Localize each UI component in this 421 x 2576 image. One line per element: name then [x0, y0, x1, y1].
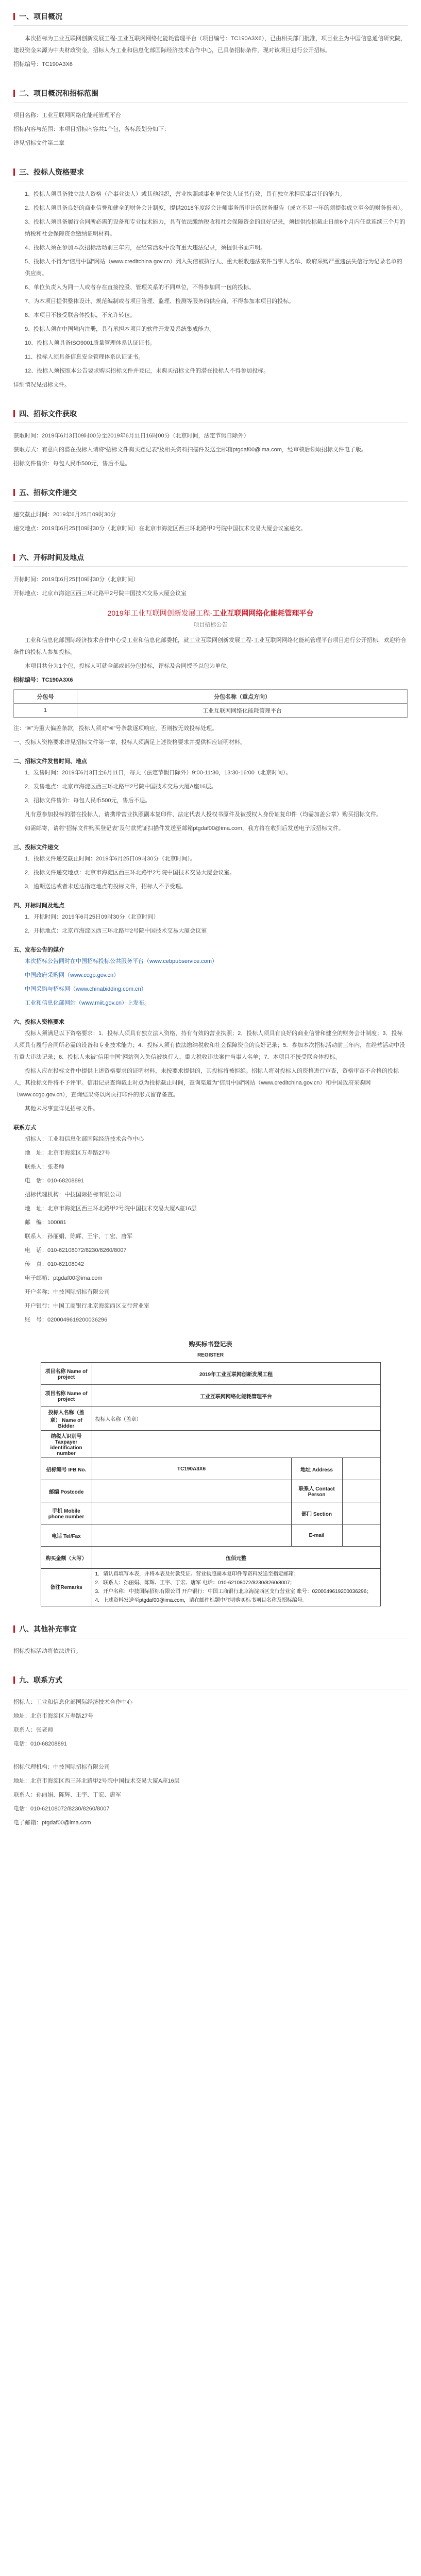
section-title: 一、项目概况 [13, 11, 408, 26]
contact-line: 开户名称：中技国际招标有限公司 [25, 1289, 110, 1295]
note-line: 3．开户名称：中技国际招标有限公司 开户银行：中国工商银行北京海淀西区支行营业室 账号：0200049619200036296； [95, 1589, 372, 1595]
list-item: 10、投标人须具备ISO9001质量管理体系认证证书。 [25, 340, 156, 346]
contact-line: 电子邮箱：ptgdaf00@ima.com [25, 1275, 103, 1281]
register-form [13, 1340, 408, 1606]
paragraph: 招标编号：TC190A3X6 [13, 61, 73, 67]
section-submission [13, 487, 408, 535]
contact-line: 招标代理机构：中技国际招标有限公司 [13, 1764, 110, 1770]
table-row [41, 1547, 380, 1569]
section-qualifications [13, 167, 408, 391]
paragraph: 本项目共分为1个包，投标人可就全部或部分包投标，评标及合同授予以包为单位。 [25, 663, 232, 669]
section-contact [13, 1675, 408, 1829]
paragraph: 一、投标人资格要求详见招标文件第一章，投标人须满足上述资格要求并提供相应证明材料。 [13, 739, 246, 745]
paragraph: 招标投标活动将依法进行。 [13, 1648, 81, 1654]
list-item: 5、投标人不得为“信用中国”网站（www.creditchina.gov.cn）列入失信被执行人、重大税收违法案件当事人名单、政府采购严重违法失信行为记录名单的供应商。 [25, 259, 402, 277]
list-item: 1．发售时间：2019年6月3日至6月11日，每天（法定节假日除外）9:00-11:30，13:30-16:00（北京时间）。 [25, 770, 292, 776]
paragraph: 详见招标文件第二章 [13, 140, 64, 146]
form-notes [92, 1569, 380, 1606]
section-title: 八、其他补充事宜 [13, 1624, 408, 1638]
contact-line: 地址：北京市海淀区西三环北路甲2号院中国技术交易大厦A座16层 [13, 1778, 180, 1784]
paragraph: 获取方式：有意向的潜在投标人请将“招标文件购买登记表”及相关资料扫描件发送至邮箱ptgdaf00@ima.com，经审核后领取招标文件电子版。 [13, 447, 367, 453]
paragraph: 获取时间：2019年6月3日09时00分至2019年6月11日16时00分（北京时间，法定节假日除外） [13, 433, 249, 439]
table-row [41, 1524, 380, 1547]
form-value[interactable] [342, 1524, 380, 1547]
form-label: 部门 Section [291, 1502, 342, 1524]
note-line: 2．联系人：孙丽娟、陈辉、王宇、丁宏、唐军 电话：010-62108072/8230/8260/8007； [95, 1580, 295, 1586]
section-title: 九、联系方式 [13, 1675, 408, 1689]
list-item: 3．逾期送达或者未送达指定地点的投标文件，招标人不予受理。 [25, 884, 187, 890]
form-label: 手机 Mobile phone number [41, 1502, 92, 1524]
paragraph: 工业和信息化部国际经济技术合作中心受工业和信息化部委托，就工业互联网创新发展工程-工业互联网网络化能耗管理平台项目进行公开招标，欢迎符合条件的投标人参加投标。 [13, 637, 407, 655]
section-scope [13, 88, 408, 149]
form-value[interactable] [92, 1524, 291, 1547]
table-row [41, 1458, 380, 1480]
paragraph: 递交截止时间：2019年6月25日09时30分 [13, 512, 116, 518]
table-row [41, 1431, 380, 1458]
paragraph: 凡有意参加投标的潜在投标人，请携带营业执照副本复印件、法定代表人授权书原件及被授权人身份证复印件（均需加盖公章）购买招标文件。 [25, 811, 382, 818]
paragraph: 其他未尽事宜详见招标文件。 [25, 1106, 98, 1112]
form-label: 项目名称 Name of project [41, 1385, 92, 1407]
contact-line: 招标人：工业和信息化部国际经济技术合作中心 [13, 1699, 132, 1705]
list-item: 9、投标人须在中国境内注册，具有承担本项目的软件开发及系统集成能力。 [25, 326, 215, 332]
table-cell: 1 [14, 704, 77, 718]
paragraph: 招标内容与范围：本项目招标内容共1个包，各标段划分如下： [13, 126, 170, 132]
form-label: 邮编 Postcode [41, 1480, 92, 1502]
list-item: 1．投标文件递交截止时间：2019年6月25日09时30分（北京时间）。 [25, 856, 196, 862]
contact-line: 地 址：北京市海淀区西三环北路甲2号院中国技术交易大厦A座16层 [25, 1206, 197, 1212]
sub-title: 五、发布公告的媒介 [13, 947, 64, 953]
list-item: 4、投标人须在参加本次招标活动前三年内，在经营活动中没有重大违法记录，须提供书面声明。 [25, 245, 266, 251]
section-title: 三、投标人资格要求 [13, 167, 408, 181]
paragraph: 项目名称：工业互联网网络化能耗管理平台 [13, 112, 121, 118]
contact-line: 电 话：010-62108072/8230/8260/8007 [25, 1247, 127, 1253]
contact-line: 地 址：北京市海淀区万寿路27号 [25, 1150, 111, 1156]
form-label: 备注Remarks [41, 1569, 92, 1606]
table-header: 分包名称（重点方向） [77, 690, 408, 704]
table-row [41, 1407, 380, 1431]
paragraph: 注：“※”为重大偏差条款，投标人须对“※”号条款逐项响应，否则按无效投标处理。 [13, 725, 218, 732]
table-row [14, 704, 408, 718]
form-value[interactable] [342, 1458, 380, 1480]
list-item: 11、投标人须具备信息安全管理体系认证证书。 [25, 354, 144, 360]
register-table [41, 1362, 381, 1606]
form-label: 招标编号 IFB No. [41, 1458, 92, 1480]
list-item: 3、投标人须具备履行合同所必需的设备和专业技术能力，具有依法缴纳税收和社会保障资金的良好记录，须提供投标截止日前6个月内任意连续三个月的纳税和社会保障资金缴纳证明材料。 [25, 219, 406, 237]
form-subtitle: REGISTER [197, 1352, 224, 1358]
contact-line: 电话：010-68208891 [13, 1741, 67, 1747]
form-label: E-mail [291, 1524, 342, 1547]
sub-title: 二、招标文件发售时间、地点 [13, 758, 87, 765]
form-label: 纳税人识别号 Taxpayer identification number [41, 1431, 92, 1458]
contact-line: 招标代理机构：中技国际招标有限公司 [25, 1192, 121, 1198]
table-header: 分包号 [14, 690, 77, 704]
sub-title: 四、开标时间及地点 [13, 903, 64, 909]
announcement-page [0, 11, 421, 1829]
sub-title: 六、投标人资格要求 [13, 1019, 64, 1025]
sub-title: 三、投标文件递交 [13, 844, 59, 851]
package-table [13, 689, 408, 718]
package-label: 招标编号：TC190A3X6 [13, 677, 73, 683]
form-label: 投标人名称（盖章） Name of Bidder [41, 1407, 92, 1431]
list-item: 2．开标地点：北京市海淀区西三环北路甲2号院中国技术交易大厦会议室 [25, 928, 207, 934]
contact-line: 传 真：010-62108042 [25, 1261, 84, 1267]
paragraph: 投标人应在投标文件中提供上述资格要求的证明材料，未按要求提供的，其投标将被拒绝。招标人将对投标人的资格进行审查，资格审查不合格的投标人，其投标文件将不予评审。信用记录查询截止时点为投标截止时间，查询渠道为“信用中国”网站（www.creditchina.gov.cn）和中国政府采购网（www.ccgp.gov.cn），查询结果将以网页打印件的形式留存备查。 [13, 1068, 399, 1098]
contact-line: 地址：北京市海淀区万寿路27号 [13, 1713, 94, 1719]
note-line: 4．上述资料发送至ptgdaf00@ima.com，请在邮件标题中注明购买标书项目名称及招标编号。 [95, 1598, 308, 1603]
paragraph: 开标时间：2019年6月25日09时30分（北京时间） [13, 577, 139, 583]
list-item: 1．开标时间：2019年6月25日09时30分（北京时间） [25, 914, 159, 920]
list-item: 中国政府采购网（www.ccgp.gov.cn） [25, 972, 120, 978]
paragraph: 投标人须满足以下资格要求：1．投标人须具有独立法人资格，持有有效的营业执照；2．投标人须具有良好的商业信誉和健全的财务会计制度；3．投标人须具有履行合同所必需的设备和专业技术能力；4．投标人须有依法缴纳税收和社会保障资金的良好记录；5．参加本次招标活动前三年内，在经营活动中没有重大违法记录；6．投标人未被“信用中国”网站列入失信被执行人、重大税收违法案件当事人名单；7．本项目不接受联合体投标。 [13, 1030, 406, 1060]
table-cell: 工业互联网网络化能耗管理平台 [77, 704, 408, 718]
section-title: 六、开标时间及地点 [13, 552, 408, 567]
form-title: 购买标书登记表 [189, 1341, 232, 1348]
contact-line: 联系人：孙丽娟、陈辉、王宇、丁宏、唐军 [13, 1792, 121, 1798]
paragraph: 如需邮寄，请将“招标文件购买登记表”及付款凭证扫描件发送至邮箱ptgdaf00@ima.com，我方将在收到后发送电子版招标文件。 [25, 825, 344, 832]
form-value[interactable] [92, 1431, 380, 1458]
contact-line: 开户银行：中国工商银行北京海淀西区支行营业室 [25, 1303, 149, 1309]
contact-line: 招标人：工业和信息化部国际经济技术合作中心 [25, 1136, 144, 1142]
notice-title: 2019年工业互联网创新发展工程-工业互联网网络化能耗管理平台 [107, 609, 314, 617]
contact-line: 邮 编：100081 [25, 1219, 66, 1226]
form-value: 2019年工业互联网创新发展工程 [92, 1363, 380, 1385]
form-value[interactable] [92, 1502, 291, 1524]
form-value: 工业互联网网络化能耗管理平台 [92, 1385, 380, 1407]
section-title: 二、项目概况和招标范围 [13, 88, 408, 103]
contact-title: 联系方式 [13, 1125, 36, 1131]
list-item: 1、投标人须具备独立法人资格（企事业法人）或其他组织，营业执照或事业单位法人证书有效，具有独立承担民事责任的能力。 [25, 191, 346, 197]
list-item: 3．招标文件售价：每包人民币500元，售后不退。 [25, 798, 151, 804]
paragraph: 递交地点：2019年6月25日09时30分（北京时间）在北京市海淀区西三环北路甲2号院中国技术交易大厦会议室递交。 [13, 526, 307, 532]
section-opening [13, 552, 408, 1606]
table-row [14, 690, 408, 704]
list-item: 2．投标文件递交地点：北京市海淀区西三环北路甲2号院中国技术交易大厦会议室。 [25, 870, 235, 876]
table-row [41, 1480, 380, 1502]
section-title: 五、招标文件递交 [13, 487, 408, 502]
list-item: 2、投标人须具备良好的商业信誉和健全的财务会计制度，提供2018年度经会计师事务所审计的财务报告（成立不足一年的须提供成立至今的财务报表）。 [25, 205, 407, 211]
form-value: 伍佰元整 [92, 1547, 380, 1569]
form-label: 联系人 Contact Person [291, 1480, 342, 1502]
form-label: 购买金额（大写） [41, 1547, 92, 1569]
form-value[interactable] [342, 1502, 380, 1524]
paragraph: 招标文件售价：每包人民币500元，售后不退。 [13, 461, 131, 467]
list-item: 2．发售地点：北京市海淀区西三环北路甲2号院中国技术交易大厦A座16层。 [25, 784, 217, 790]
paragraph: 本次招标为工业互联网创新发展工程-工业互联网网络化能耗管理平台（项目编号：TC190A3X6），已由相关部门批准，项目业主为中国信息通信研究院，建设资金来源为中央财政资金，招标人为工业和信息化部国际经济技术合作中心，已具备招标条件，现对该项目进行公开招标。 [13, 36, 407, 54]
contact-line: 电 话：010-68208891 [25, 1178, 84, 1184]
note-line: 1．请认真填写本表，并将本表及付款凭证、营业执照副本复印件等资料发送至指定邮箱； [95, 1571, 299, 1577]
list-item: 12、投标人须按照本公告要求购买招标文件并登记，未购买招标文件的潜在投标人不得参加投标。 [25, 368, 270, 374]
form-value[interactable] [342, 1480, 380, 1502]
form-value[interactable] [92, 1480, 291, 1502]
list-item: 工业和信息化部网站（www.miit.gov.cn）上发布。 [25, 1000, 150, 1006]
section-title: 四、招标文件获取 [13, 409, 408, 423]
form-label: 电话 Tel/Fax [41, 1524, 92, 1547]
contact-line: 联系人：张老师 [13, 1727, 53, 1733]
form-value[interactable]: 投标人名称（盖章） [92, 1407, 380, 1431]
table-row [41, 1502, 380, 1524]
paragraph: 详细情况见招标文件。 [13, 382, 70, 388]
contact-line: 联系人：张老师 [25, 1164, 64, 1170]
contact-line: 联系人：孙丽娟、陈辉、王宇、丁宏、唐军 [25, 1233, 132, 1240]
form-label: 项目名称 Name of project [41, 1363, 92, 1385]
table-row [41, 1569, 380, 1606]
form-value: TC190A3X6 [92, 1458, 291, 1480]
list-item: 6、单位负责人为同一人或者存在直接控股、管理关系的不同单位，不得参加同一包的投标。 [25, 284, 255, 291]
notice-subtitle: 项目招标公告 [193, 622, 228, 628]
contact-line: 电话：010-62108072/8230/8260/8007 [13, 1806, 110, 1812]
section-overview [13, 11, 408, 71]
section-other [13, 1624, 408, 1657]
contact-line: 账 号：0200049619200036296 [25, 1317, 108, 1323]
table-row [41, 1385, 380, 1407]
paragraph: 开标地点：北京市海淀区西三环北路甲2号院中国技术交易大厦会议室 [13, 590, 187, 597]
section-document-acquisition [13, 409, 408, 470]
list-item: 中国采购与招标网（www.chinabidding.com.cn） [25, 986, 147, 992]
contact-line: 电子邮箱：ptgdaf00@ima.com [13, 1820, 91, 1826]
list-item: 本次招标公告同时在中国招标投标公共服务平台（www.cebpubservice.com） [25, 958, 218, 964]
form-label: 地址 Address [291, 1458, 342, 1480]
list-item: 7、为本项目提供整体设计、规范编制或者项目管理、监理、检测等服务的供应商，不得参加本项目的投标。 [25, 298, 295, 304]
list-item: 8、本项目不接受联合体投标，不允许转包。 [25, 312, 136, 318]
table-row [41, 1363, 380, 1385]
